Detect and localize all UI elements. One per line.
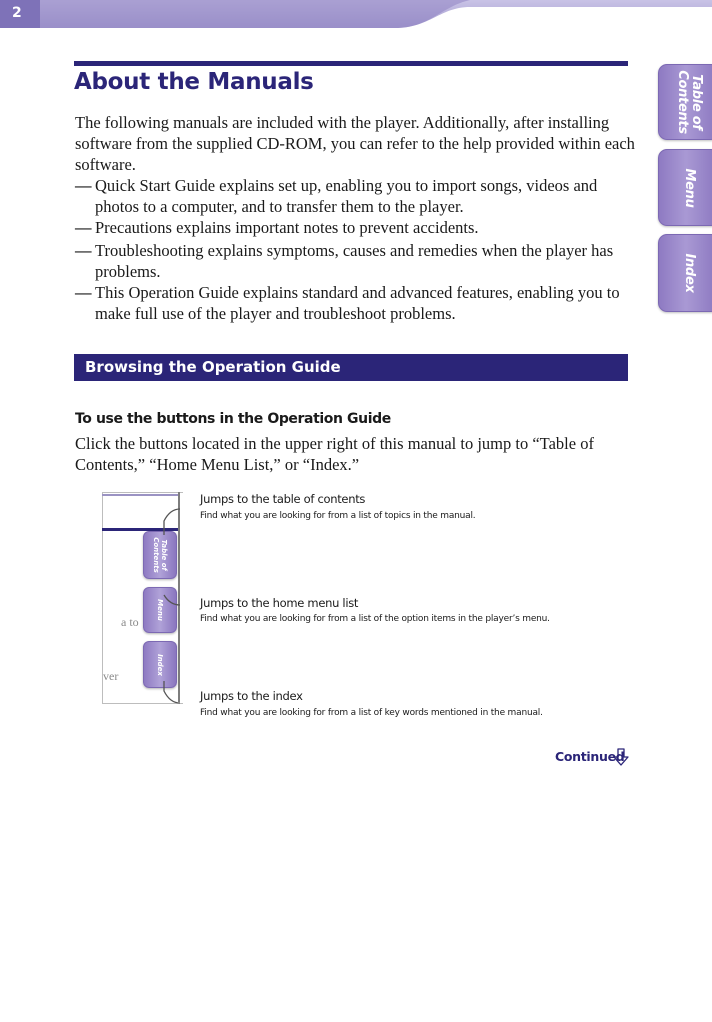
page-title: About the Manuals (74, 69, 314, 95)
callout-leader-lines (150, 495, 200, 710)
callout-title: Jumps to the table of contents (200, 492, 366, 506)
callout-title: Jumps to the index (200, 689, 303, 703)
tab-index[interactable] (658, 234, 712, 312)
bullet-text: This Operation Guide explains standard and advanced features, enabling you to make full use of the player and troubleshoot problems. (95, 283, 620, 323)
illustration-text-fragment: ver (103, 669, 119, 683)
callout-description: Find what you are looking for from a list of the option items in the player’s menu. (200, 614, 550, 624)
bullet-dash: — (75, 218, 92, 237)
tab-table-of-contents-label: Table of Contents (675, 70, 704, 134)
subsection-body: Click the buttons located in the upper right of this manual to jump to “Table of Contents,” “Home Menu List,” or “Index.” (75, 434, 594, 474)
page-number: 2 (12, 5, 22, 21)
subsection-heading: To use the buttons in the Operation Guide (75, 411, 391, 427)
callout-description: Find what you are looking for from a list of key words mentioned in the manual. (200, 708, 543, 718)
list-item (75, 240, 635, 282)
section-title: Browsing the Operation Guide (85, 358, 341, 376)
bullet-text: Precautions explains important notes to prevent accidents. (95, 218, 479, 237)
bullet-text: Quick Start Guide explains set up, enabling you to import songs, videos and photos to a computer, and to transfer them to the player. (95, 176, 598, 216)
bullet-dash: — (75, 283, 92, 302)
illustration-tab-label: Table of Contents (152, 537, 168, 573)
title-rule (74, 61, 628, 66)
continued-label: Continued (555, 749, 625, 764)
bullet-dash: — (75, 241, 92, 260)
tab-index-label: Index (682, 253, 697, 293)
header-bar (0, 0, 712, 30)
illustration-tab-label: Index (156, 653, 164, 676)
illustration-text-fragment: a to (121, 615, 139, 629)
list-item (75, 217, 635, 238)
list-item (75, 282, 635, 324)
illustration-tab-label: Menu (156, 599, 164, 621)
callout-title: Jumps to the home menu list (200, 596, 359, 610)
bullet-text: Troubleshooting explains symptoms, causes and remedies when the player has problems. (95, 241, 614, 281)
callout-description: Find what you are looking for from a list of topics in the manual. (200, 511, 476, 521)
intro-paragraph: The following manuals are included with the player. Additionally, after installing software from the supplied CD-ROM, you can refer to the help provided within each software. (75, 113, 635, 174)
tab-table-of-contents[interactable] (658, 64, 712, 140)
list-item (75, 175, 635, 217)
tab-menu[interactable] (658, 149, 712, 226)
tab-menu-label: Menu (682, 167, 697, 208)
down-arrow-icon (613, 748, 629, 766)
bullet-dash: — (75, 176, 92, 195)
